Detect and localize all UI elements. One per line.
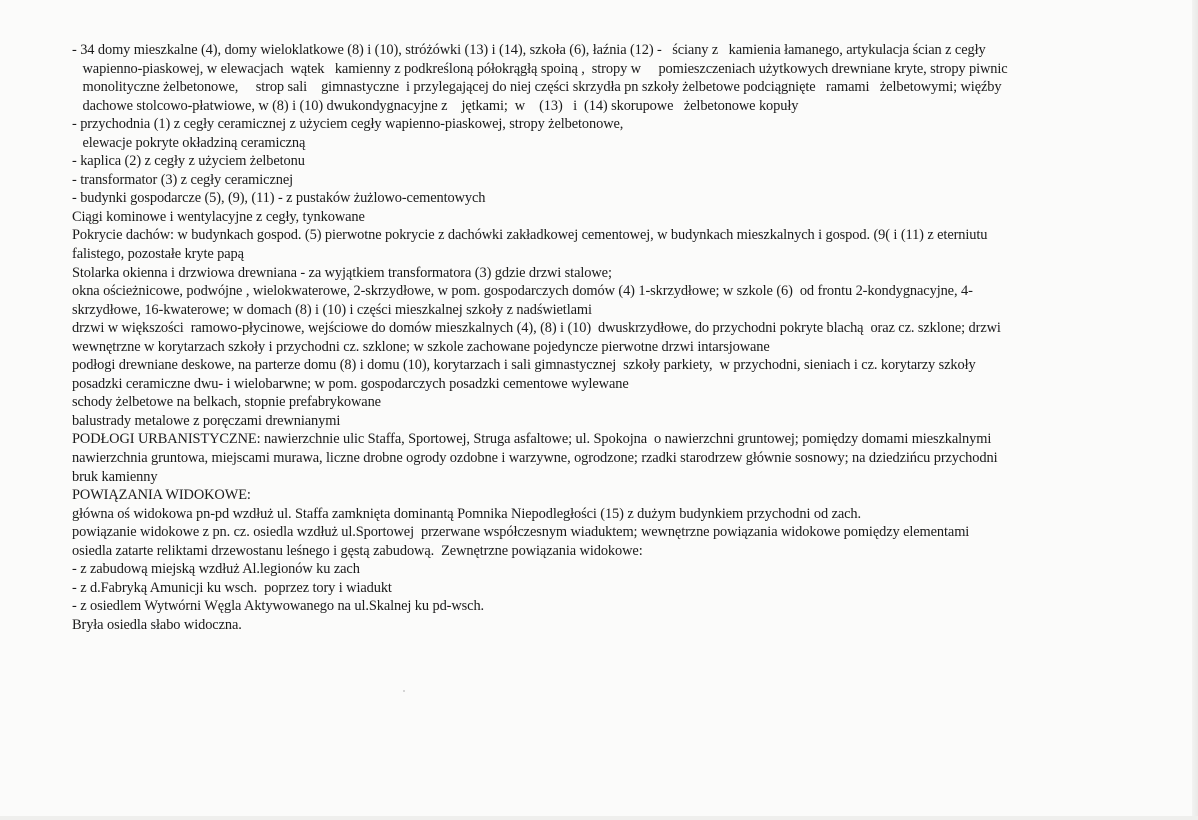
text-line: wapienno-piaskowej, w elewacjach wątek kamienny z podkreśloną półokrągłą spoiną , stropy w pomieszczeniach użytkowych drewniane kryte, stropy piwnic: [72, 60, 1008, 77]
text-line: skrzydłowe, 16-kwaterowe; w domach (8) i (10) i części mieszkalnej szkoły z nadświetlami: [72, 301, 592, 318]
text-line: podłogi drewniane deskowe, na parterze domu (8) i domu (10), korytarzach i sali gimnastycznej szkoły parkiety, w przychodni, sieniach i cz. korytarzy szkoły: [72, 357, 976, 374]
text-line: Bryła osiedla słabo widoczna.: [72, 616, 242, 633]
text-line: powiązanie widokowe z pn. cz. osiedla wzdłuż ul.Sportowej przerwane współczesnym wiaduktem; wewnętrzne powiązania widokowe pomiędzy elementami: [72, 524, 970, 541]
text-line: dachowe stolcowo-płatwiowe, w (8) i (10) dwukondygnacyjne z jętkami; w (13) i (14) skorupowe żelbetonowe kopuły: [72, 97, 799, 114]
text-line: okna ościeżnicowe, podwójne , wielokwaterowe, 2-skrzydłowe, w pom. gospodarczych domów (4) 1-skrzydłowe; w szkole (6) od frontu 2-kondygnacyjne, 4-: [72, 283, 973, 300]
text-line: Pokrycie dachów: w budynkach gospod. (5) pierwotne pokrycie z dachówki zakładkowej cementowej, w budynkach mieszkalnych i gospod. (9( i (11) z eterniutu: [72, 227, 988, 244]
text-line: - z zabudową miejską wzdłuż Al.legionów ku zach: [72, 561, 360, 578]
scan-bottom-edge: [0, 816, 1198, 820]
text-line: Ciągi kominowe i wentylacyjne z cegły, tynkowane: [72, 208, 365, 225]
text-line: - budynki gospodarcze (5), (9), (11) - z pustaków żużlowo-cementowych: [72, 190, 486, 207]
text-line: Stolarka okienna i drzwiowa drewniana - za wyjątkiem transformatora (3) gdzie drzwi stalowe;: [72, 264, 612, 281]
text-line: falistego, pozostałe kryte papą: [72, 246, 244, 263]
text-line: - transformator (3) z cegły ceramicznej: [72, 171, 294, 188]
scan-speck: [403, 690, 405, 692]
text-line: monolityczne żelbetonowe, strop sali gimnastyczne i przylegającej do niej części skrzydła pn szkoły żelbetowe podciągnięte ramami żelbetowymi; więźby: [72, 79, 1002, 96]
text-line: główna oś widokowa pn-pd wzdłuż ul. Staffa zamknięta dominantą Pomnika Niepodległości (15) z dużym budynkiem przychodni od zach.: [72, 505, 862, 522]
text-line: elewacje pokryte okładziną ceramiczną: [72, 134, 306, 151]
text-line: schody żelbetowe na belkach, stopnie prefabrykowane: [72, 394, 381, 411]
text-line: wewnętrzne w korytarzach szkoły i przychodni cz. szklone; w szkole zachowane pojedyncze pierwotne drzwi intarsjowane: [72, 338, 770, 355]
text-line: PODŁOGI URBANISTYCZNE: nawierzchnie ulic Staffa, Sportowej, Struga asfaltowe; ul. Spokojna o nawierzchni gruntowej; pomiędzy domami mieszkalnymi: [72, 431, 992, 448]
text-line: - kaplica (2) z cegły z użyciem żelbetonu: [72, 153, 305, 170]
text-line: - przychodnia (1) z cegły ceramicznej z użyciem cegły wapienno-piaskowej, stropy żelbetonowe,: [72, 116, 624, 133]
text-line: nawierzchnia gruntowa, miejscami murawa, liczne drobne ogrody ozdobne i warzywne, ogrodzone; rzadki starodrzew głównie sosnowy; na dziedzińcu przychodni: [72, 450, 998, 467]
text-line: - 34 domy mieszkalne (4), domy wieloklatkowe (8) i (10), stróżówki (13) i (14), szkoła (6), łaźnia (12) - ściany z kamienia łamanego, artykulacja ścian z cegły: [72, 42, 986, 58]
text-line: drzwi w większości ramowo-płycinowe, wejściowe do domów mieszkalnych (4), (8) i (10) dwuskrzydłowe, do przychodni pokryte blachą oraz cz. szklone; drzwi: [72, 320, 1001, 337]
scan-edge-shadow: [1192, 0, 1198, 820]
text-line: POWIĄZANIA WIDOKOWE:: [72, 487, 251, 504]
document-body: [72, 41, 1162, 635]
text-line: - z d.Fabryką Amunicji ku wsch. poprzez tory i wiadukt: [72, 579, 392, 596]
text-line: osiedla zatarte reliktami drzewostanu leśnego i gęstą zabudową. Zewnętrzne powiązania widokowe:: [72, 542, 643, 559]
text-line: - z osiedlem Wytwórni Węgla Aktywowanego na ul.Skalnej ku pd-wsch.: [72, 598, 485, 615]
text-line: bruk kamienny: [72, 468, 158, 485]
text-line: balustrady metalowe z poręczami drewnianymi: [72, 412, 341, 429]
text-line: posadzki ceramiczne dwu- i wielobarwne; w pom. gospodarczych posadzki cementowe wylewane: [72, 375, 629, 392]
